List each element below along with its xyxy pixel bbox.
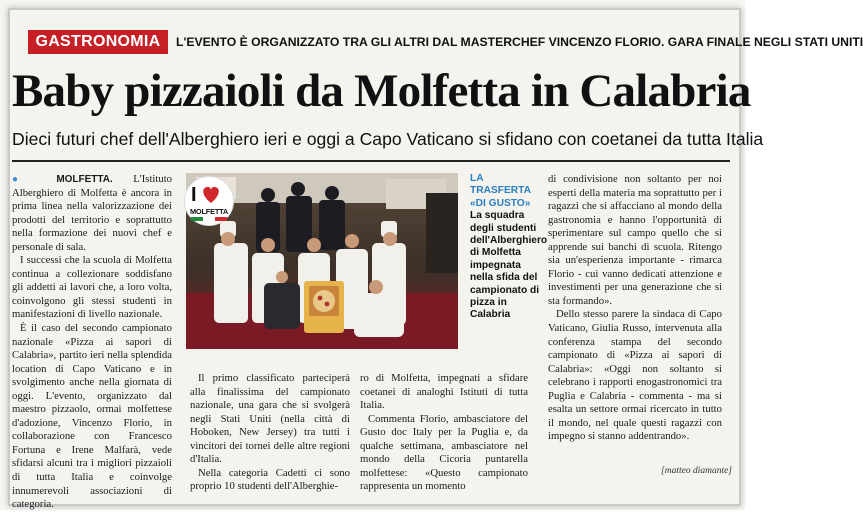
molfetta-logo	[184, 176, 234, 226]
subheadline: Dieci futuri chef dell'Alberghiero ieri e oggi a Capo Vaticano si sfidano con coetanei da tutta Italia	[12, 129, 764, 149]
paragraph: È il caso del secondo campionato nazionale «Pizza ai sapori di Calabria», partito ieri nella splendida location di Capo Vaticano e in svolgimento anche nella giornata di oggi. L'evento, organizzato dal maestro pizzaolo, ormai molfettese d'adozione, Vincenzo Florio, in collaborazione con Francesco Fortuna e Irene Malfarà, vede sfidarsi alcuni tra i migliori pizzaioli di tutta Italia e coinvolge innumerevoli associazioni di categoria.	[12, 322, 172, 511]
caption-body: La squadra degli studenti dell'Alberghiero di Molfetta impegnata nella sfida del campionato di pizza in Calabria	[470, 210, 548, 321]
divider	[12, 160, 730, 162]
kicker-line: L'EVENTO È ORGANIZZATO TRA GLI ALTRI DAL MASTERCHEF VINCENZO FLORIO. GARA FINALE NEGLI STATI UNITI	[176, 35, 863, 49]
author-signature: [matteo diamante]	[661, 466, 732, 476]
paragraph: I successi che la scuola di Molfetta continua a collezionare soddisfano gli addetti ai lavori che, a loro volta, coinvolgono gli stessi studenti in manifestazioni di livello nazionale.	[12, 254, 172, 321]
section-tag: GASTRONOMIA	[28, 30, 168, 54]
logo-text: MOLFETTA	[189, 207, 229, 216]
paragraph: di condivisione non soltanto per noi esperti della materia ma soprattutto per i ragazzi che si affacciano al mondo della gastronomia e hanno l'opportunità di sperimentare sul campo quello che si apprende sui banchi di scuola. Ritengo sia un'esperienza importante - rimarca Florio - cui vanno dedicati attenzione e investimenti per una generazione che si sta formando».	[548, 173, 722, 307]
article-column-2	[190, 372, 350, 494]
bullet-icon: ●	[12, 174, 36, 185]
article-column-1	[12, 173, 172, 512]
paragraph: Il primo classificato parteciperà alla finalissima del campionato nazionale, una gara che si svolgerà negli Stati Uniti (nella città di Hoboken, New Jersey) tra tutti i vincitori dei tornei delle altre regioni d'Italia.	[190, 372, 350, 466]
paragraph: ro di Molfetta, impegnati a sfidare coetanei di analoghi Istituti di tutta Italia.	[360, 372, 528, 412]
svg-text:I: I	[191, 184, 197, 206]
paragraph	[12, 173, 172, 254]
paragraph: Dello stesso parere la sindaca di Capo Vaticano, Giulia Russo, intervenuta alla conferenza stampa del secondo campionato di «Pizza ai sapori di Calabria»: «Oggi non soltanto si celebrano i rapporti enogastronomici tra Puglia e Calabria - commenta - ma si esalta un settore ormai ricercato in tutto il mondo, nel quale questi ragazzi con impegno si stanno addentrando».	[548, 308, 722, 443]
article-column-4	[548, 173, 722, 444]
article-column-3	[360, 372, 528, 494]
paragraph-text: L'Istituto Alberghiero di Molfetta è ancora in prima linea nella valorizzazione dei prodotti del territorio e soprattutto nella formazione dei nuovi chef e personale di sala.	[12, 173, 173, 253]
flag-stripe	[191, 217, 227, 221]
paragraph: Commenta Florio, ambasciatore del Gusto doc Italy per la Puglia e, da qualche settimana, ambasciatore nel mondo della Cicoria puntarella molfettese: «Questo campionato rappresenta un momento	[360, 412, 528, 493]
caption-title: LA TRASFERTA «DI GUSTO»	[470, 173, 531, 209]
photo-caption	[470, 173, 548, 322]
paragraph: Nella categoria Cadetti ci sono proprio 10 studenti dell'Alberghie-	[190, 466, 350, 493]
dateline: MOLFETTA.	[56, 174, 113, 185]
headline: Baby pizzaioli da Molfetta in Calabria	[12, 65, 751, 117]
